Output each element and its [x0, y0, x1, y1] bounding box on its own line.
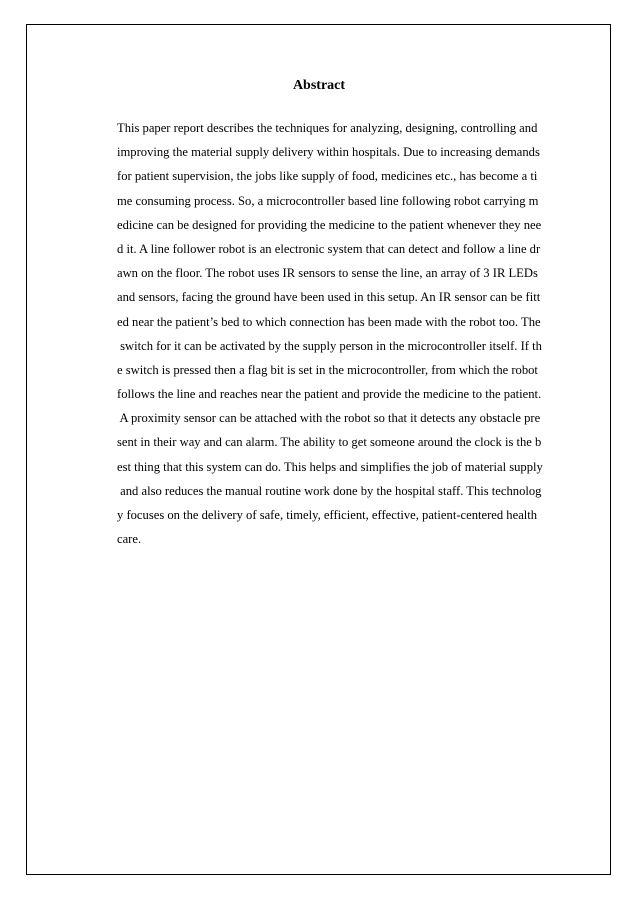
abstract-line: A proximity sensor can be attached with the robot so that it detects any obstacle pre [117, 411, 541, 426]
abstract-line: and also reduces the manual routine work done by the hospital staff. This technolog [117, 483, 542, 498]
abstract-line: for patient supervision, the jobs like supply of food, medicines etc., has become a ti [117, 169, 538, 184]
abstract-line: d it. A line follower robot is an electronic system that can detect and follow a line dr [117, 241, 541, 256]
abstract-line: follows the line and reaches near the patient and provide the medicine to the patient. [117, 387, 542, 402]
abstract-line: care. [117, 532, 142, 547]
abstract-line: improving the material supply delivery within hospitals. Due to increasing demands [117, 145, 540, 160]
abstract-line: est thing that this system can do. This helps and simplifies the job of material supply [117, 459, 543, 474]
abstract-line: sent in their way and can alarm. The ability to get someone around the clock is the b [117, 435, 542, 450]
abstract-line: and sensors, facing the ground have been used in this setup. An IR sensor can be fitt [117, 290, 541, 305]
abstract-line: awn on the floor. The robot uses IR sensors to sense the line, an array of 3 IR LEDs [117, 266, 538, 281]
abstract-line: e switch is pressed then a flag bit is set in the microcontroller, from which the robot [117, 362, 538, 377]
abstract-body [117, 116, 557, 551]
abstract-line: ed near the patient’s bed to which connection has been made with the robot too. The [117, 314, 541, 329]
abstract-line: edicine can be designed for providing the medicine to the patient whenever they nee [117, 217, 542, 232]
abstract-title: Abstract [292, 78, 346, 93]
abstract-line: y focuses on the delivery of safe, timely, efficient, effective, patient-centered health [117, 508, 538, 522]
abstract-line: me consuming process. So, a microcontroller based line following robot carrying m [117, 193, 539, 208]
abstract-line: switch for it can be activated by the supply person in the microcontroller itself. If th [117, 338, 542, 353]
abstract-line: This paper report describes the techniques for analyzing, designing, controlling and [117, 121, 538, 135]
